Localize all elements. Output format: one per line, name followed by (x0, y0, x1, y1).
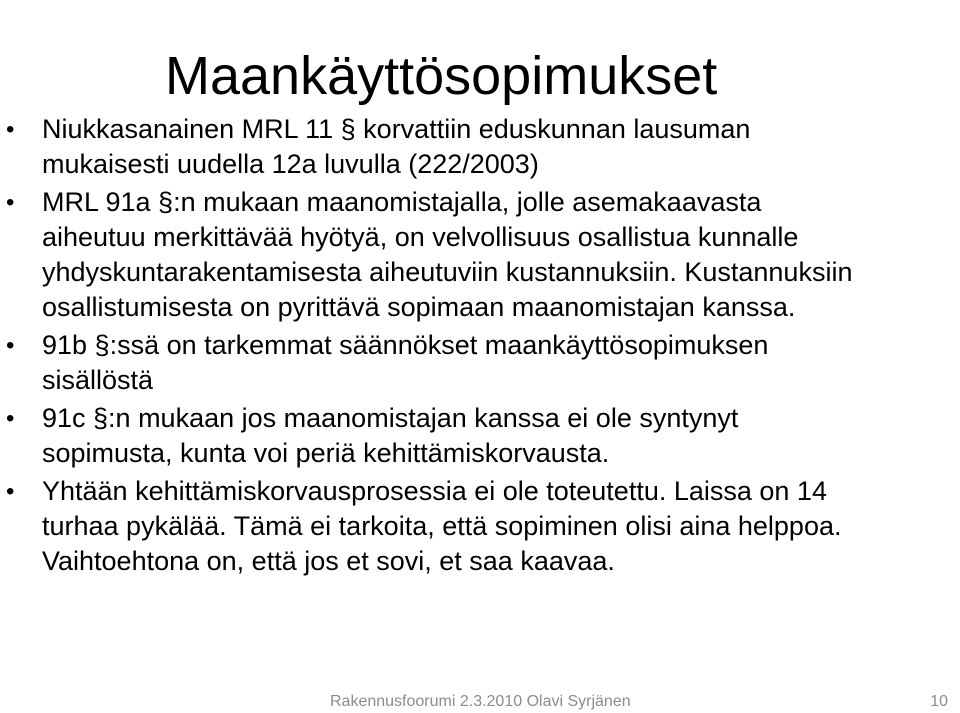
bullet-line: yhdyskuntarakentamisesta aiheutuviin kustannuksiin. Kustannuksiin (42, 257, 853, 287)
bullet-line: Yhtään kehittämiskorvausprosessia ei ole toteutettu. Laissa on 14 (42, 476, 827, 506)
bullet-item (0, 328, 960, 398)
slide-title: Maankäyttösopimukset (165, 46, 718, 107)
bullet-line: Niukkasanainen MRL 11 § korvattiin eduskunnan lausuman (42, 114, 751, 144)
bullet-line: MRL 91a §:n mukaan maanomistajalla, jolle asemakaavasta (42, 187, 762, 217)
bullet-item (0, 112, 960, 182)
bullet-dot-icon: • (6, 189, 15, 216)
bullet-line: aiheutuu merkittävää hyötyä, on velvollisuus osallistua kunnalle (42, 222, 799, 252)
bullet-dot-icon: • (6, 405, 15, 432)
footer-text: Rakennusfoorumi 2.3.2010 Olavi Syrjänen (330, 693, 631, 710)
bullet-line: sopimusta, kunta voi periä kehittämiskorvausta. (42, 438, 610, 468)
bullet-line: osallistumisesta on pyrittävä sopimaan maanomistajan kanssa. (42, 292, 796, 322)
bullet-dot-icon: • (6, 116, 15, 143)
bullet-line: Vaihtoehtona on, että jos et sovi, et saa kaavaa. (42, 546, 615, 576)
page-number: 10 (930, 693, 948, 710)
bullet-item (0, 185, 960, 325)
bullet-line: sisällöstä (42, 365, 154, 395)
bullet-dot-icon: • (6, 332, 15, 359)
bullet-list (0, 112, 960, 582)
bullet-item (0, 474, 960, 579)
bullet-dot-icon: • (6, 478, 15, 505)
bullet-line: mukaisesti uudella 12a luvulla (222/2003) (42, 149, 539, 179)
bullet-line: 91c §:n mukaan jos maanomistajan kanssa ei ole syntynyt (42, 403, 739, 433)
bullet-item (0, 401, 960, 471)
bullet-line: 91b §:ssä on tarkemmat säännökset maankäyttösopimuksen (42, 330, 769, 360)
bullet-line: turhaa pykälää. Tämä ei tarkoita, että sopiminen olisi aina helppoa. (42, 511, 842, 541)
